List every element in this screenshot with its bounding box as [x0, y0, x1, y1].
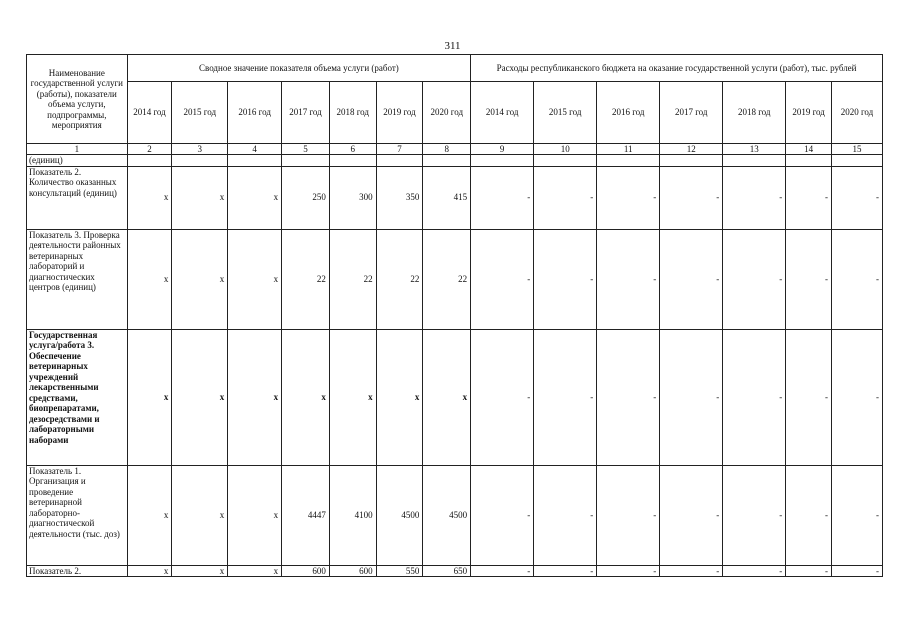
- table-cell: [831, 155, 882, 167]
- table-cell: [471, 155, 534, 167]
- table-cell: 600: [282, 565, 330, 577]
- table-row: [27, 229, 883, 329]
- table-cell: 22: [329, 229, 376, 329]
- column-number: 13: [723, 144, 786, 155]
- table-cell: -: [534, 166, 597, 229]
- table-row: [27, 329, 883, 465]
- table-cell: 22: [282, 229, 330, 329]
- table-cell: x: [127, 166, 172, 229]
- table-cell: x: [376, 329, 423, 465]
- table-cell: x: [228, 329, 282, 465]
- year-header: 2015 год: [534, 82, 597, 144]
- year-header: 2018 год: [329, 82, 376, 144]
- table-cell: -: [660, 229, 723, 329]
- table-cell: [282, 155, 330, 167]
- table-cell: x: [282, 329, 330, 465]
- name-column-header: Наименование государственной услуги (работы), показатели объема услуги, подпрограммы, мероприятия: [27, 55, 128, 144]
- column-number: 10: [534, 144, 597, 155]
- table-cell: -: [831, 465, 882, 565]
- year-header: 2019 год: [786, 82, 832, 144]
- table-row: [27, 565, 883, 577]
- table-cell: -: [723, 229, 786, 329]
- table-cell: 22: [423, 229, 471, 329]
- column-number: 9: [471, 144, 534, 155]
- column-number: 2: [127, 144, 172, 155]
- column-number: 12: [660, 144, 723, 155]
- table-cell: -: [534, 565, 597, 577]
- table-cell: -: [831, 329, 882, 465]
- year-header: 2018 год: [723, 82, 786, 144]
- row-name: Показатель 3. Проверка деятельности районных ветеринарных лабораторий и диагностических центров (единиц): [27, 229, 128, 329]
- table-cell: -: [723, 166, 786, 229]
- row-name: Государственная услуга/работа 3. Обеспечение ветеринарных учреждений лекарственными средствами, биопрепаратами, дезосредствами и лабораторными наборами: [27, 329, 128, 465]
- row-name: Показатель 2.: [27, 565, 128, 577]
- column-number: 3: [172, 144, 228, 155]
- table-cell: x: [127, 465, 172, 565]
- table-row: [27, 166, 883, 229]
- table-cell: -: [660, 465, 723, 565]
- table-cell: -: [786, 465, 832, 565]
- table-cell: -: [723, 465, 786, 565]
- table-cell: -: [471, 565, 534, 577]
- column-number: 15: [831, 144, 882, 155]
- table-cell: -: [471, 166, 534, 229]
- year-header: 2015 год: [172, 82, 228, 144]
- table-cell: -: [831, 166, 882, 229]
- table-cell: 250: [282, 166, 330, 229]
- table-cell: -: [597, 465, 660, 565]
- year-header: 2014 год: [127, 82, 172, 144]
- table-cell: x: [172, 465, 228, 565]
- table-cell: -: [723, 565, 786, 577]
- table-cell: -: [471, 229, 534, 329]
- table-cell: x: [329, 329, 376, 465]
- table-cell: [660, 155, 723, 167]
- column-number: 11: [597, 144, 660, 155]
- row-name: Показатель 2. Количество оказанных консультаций (единиц): [27, 166, 128, 229]
- table-cell: -: [831, 229, 882, 329]
- table-cell: x: [127, 329, 172, 465]
- row-name: (единиц): [27, 155, 128, 167]
- row-name: Показатель 1. Организация и проведение ветеринарной лабораторно-диагностической деятельности (тыс. доз): [27, 465, 128, 565]
- table-cell: -: [471, 329, 534, 465]
- year-header: 2019 год: [376, 82, 423, 144]
- table-cell: 300: [329, 166, 376, 229]
- year-header: 2017 год: [660, 82, 723, 144]
- table-cell: [172, 155, 228, 167]
- table-cell: [723, 155, 786, 167]
- column-number: 14: [786, 144, 832, 155]
- table-cell: -: [471, 465, 534, 565]
- table-cell: 22: [376, 229, 423, 329]
- table-cell: x: [127, 565, 172, 577]
- table-cell: x: [228, 166, 282, 229]
- table-cell: -: [723, 329, 786, 465]
- table-cell: 4447: [282, 465, 330, 565]
- table-cell: [534, 155, 597, 167]
- table-cell: x: [423, 329, 471, 465]
- table-row: [27, 465, 883, 565]
- table-cell: -: [597, 329, 660, 465]
- table-cell: 4100: [329, 465, 376, 565]
- table-cell: [329, 155, 376, 167]
- table-cell: -: [786, 329, 832, 465]
- column-number: 5: [282, 144, 330, 155]
- table-cell: -: [534, 229, 597, 329]
- column-number: 7: [376, 144, 423, 155]
- column-number: 8: [423, 144, 471, 155]
- table-cell: x: [228, 465, 282, 565]
- table-cell: [376, 155, 423, 167]
- data-table: [26, 54, 883, 577]
- table-cell: [127, 155, 172, 167]
- year-header: 2016 год: [597, 82, 660, 144]
- table-cell: 4500: [423, 465, 471, 565]
- table-cell: [228, 155, 282, 167]
- table-cell: -: [786, 565, 832, 577]
- table-cell: -: [660, 329, 723, 465]
- table-cell: -: [597, 166, 660, 229]
- year-header: 2014 год: [471, 82, 534, 144]
- volume-group-header: Сводное значение показателя объема услуги (работ): [127, 55, 471, 82]
- table-cell: -: [534, 465, 597, 565]
- table-cell: -: [534, 329, 597, 465]
- year-header: 2017 год: [282, 82, 330, 144]
- page-number: 311: [444, 40, 461, 52]
- table-cell: -: [660, 166, 723, 229]
- year-header: 2016 год: [228, 82, 282, 144]
- table-cell: -: [831, 565, 882, 577]
- table-cell: [786, 155, 832, 167]
- table-row: [27, 155, 883, 167]
- table-cell: x: [172, 329, 228, 465]
- table-cell: -: [786, 166, 832, 229]
- table-cell: [423, 155, 471, 167]
- table-cell: 550: [376, 565, 423, 577]
- table-cell: 4500: [376, 465, 423, 565]
- table-cell: x: [172, 565, 228, 577]
- table-cell: 350: [376, 166, 423, 229]
- table-cell: -: [660, 565, 723, 577]
- table-cell: x: [127, 229, 172, 329]
- table-cell: [597, 155, 660, 167]
- column-number: 4: [228, 144, 282, 155]
- table-cell: x: [172, 166, 228, 229]
- table-cell: 415: [423, 166, 471, 229]
- table-cell: x: [228, 229, 282, 329]
- column-number: 6: [329, 144, 376, 155]
- table-cell: -: [597, 229, 660, 329]
- table-cell: 600: [329, 565, 376, 577]
- budget-group-header: Расходы республиканского бюджета на оказание государственной услуги (работ), тыс. рублей: [471, 55, 883, 82]
- year-header: 2020 год: [423, 82, 471, 144]
- table-cell: -: [786, 229, 832, 329]
- table-cell: x: [228, 565, 282, 577]
- table-cell: -: [597, 565, 660, 577]
- column-number: 1: [27, 144, 128, 155]
- table-cell: x: [172, 229, 228, 329]
- year-header: 2020 год: [831, 82, 882, 144]
- table-cell: 650: [423, 565, 471, 577]
